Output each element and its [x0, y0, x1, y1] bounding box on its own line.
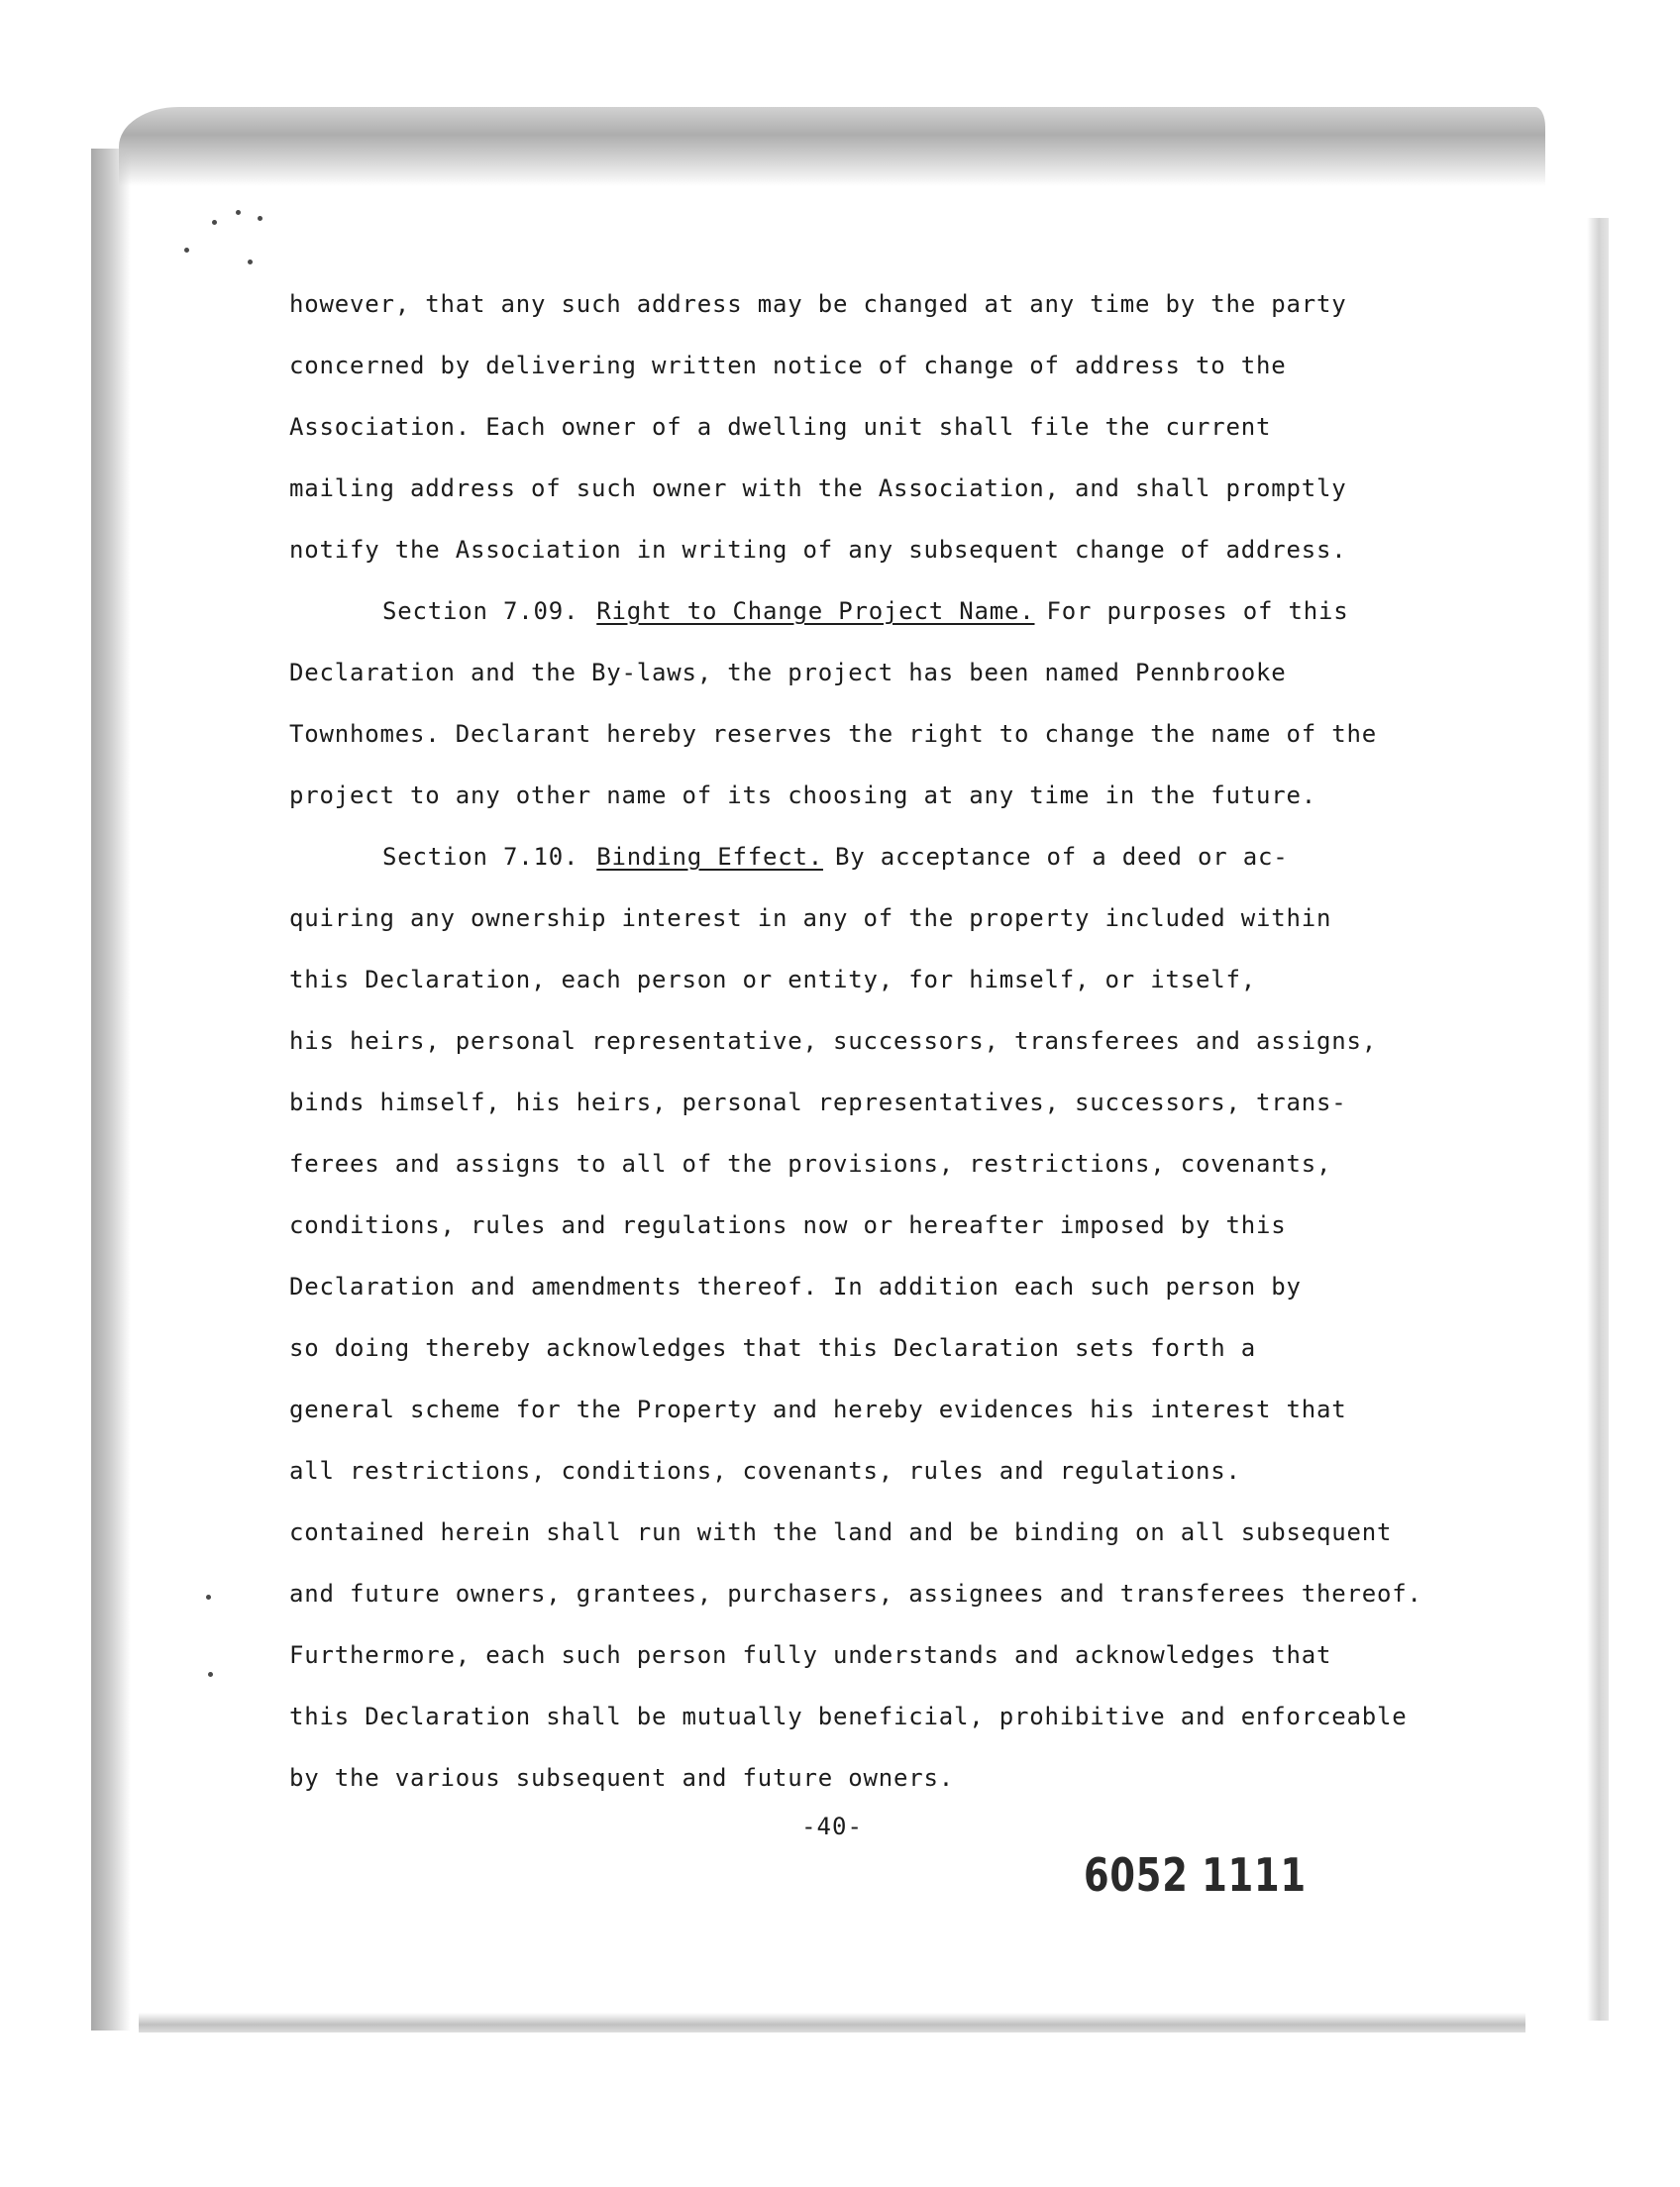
scan-speck: [236, 210, 241, 215]
recording-stamp: 6052 1111: [1084, 1848, 1307, 1902]
page-number: -40-: [801, 1813, 863, 1840]
body-line: and future owners, grantees, purchasers, assignees and transferees thereof.: [289, 1580, 1422, 1608]
body-line: Declaration and amendments thereof. In addition each such person by: [289, 1273, 1302, 1301]
body-line: notify the Association in writing of any subsequent change of address.: [289, 536, 1347, 564]
body-line: however, that any such address may be changed at any time by the party: [289, 290, 1347, 318]
body-line: this Declaration shall be mutually beneficial, prohibitive and enforceable: [289, 1703, 1408, 1730]
body-line: Townhomes. Declarant hereby reserves the right to change the name of the: [289, 720, 1377, 748]
body-line: ferees and assigns to all of the provisions, restrictions, covenants,: [289, 1150, 1332, 1178]
body-line: this Declaration, each person or entity, for himself, or itself,: [289, 966, 1256, 993]
section-7-09-first-line: [289, 580, 1508, 642]
body-line: Declaration and the By-laws, the project has been named Pennbrooke: [289, 659, 1287, 686]
section-7-10-first-line: [289, 826, 1508, 887]
section-lead-text: By acceptance of a deed or ac-: [835, 843, 1289, 871]
body-line: contained herein shall run with the land and be binding on all subsequent: [289, 1518, 1393, 1546]
body-line: his heirs, personal representative, successors, transferees and assigns,: [289, 1027, 1377, 1055]
body-line: conditions, rules and regulations now or hereafter imposed by this: [289, 1211, 1287, 1239]
section-heading: Right to Change Project Name.: [596, 597, 1035, 625]
body-line: by the various subsequent and future owners.: [289, 1764, 954, 1792]
document-body: [289, 273, 1508, 1809]
body-line: general scheme for the Property and hereby evidences his interest that: [289, 1396, 1347, 1423]
scan-speck: [258, 216, 262, 221]
scan-shadow-left: [91, 149, 131, 2031]
body-line: quiring any ownership interest in any of the property included within: [289, 904, 1332, 932]
section-number: Section 7.09.: [382, 597, 579, 625]
scan-speck: [248, 260, 253, 264]
body-line: so doing thereby acknowledges that this Declaration sets forth a: [289, 1334, 1256, 1362]
scan-shadow-bottom: [139, 2013, 1525, 2032]
body-line: project to any other name of its choosing at any time in the future.: [289, 781, 1316, 809]
scan-speck: [208, 1672, 213, 1677]
body-line: binds himself, his heirs, personal representatives, successors, trans-: [289, 1089, 1347, 1116]
scan-shadow-right: [1587, 218, 1609, 2021]
section-number: Section 7.10.: [382, 843, 579, 871]
scan-shadow-top: [119, 107, 1545, 186]
scan-speck: [184, 248, 189, 253]
section-lead-text: For purposes of this: [1046, 597, 1349, 625]
body-line: Association. Each owner of a dwelling unit shall file the current: [289, 413, 1272, 441]
scan-speck: [206, 1595, 211, 1600]
body-line: all restrictions, conditions, covenants, rules and regulations.: [289, 1457, 1241, 1485]
section-heading: Binding Effect.: [596, 843, 823, 871]
body-line: Furthermore, each such person fully understands and acknowledges that: [289, 1641, 1332, 1669]
body-line: concerned by delivering written notice of change of address to the: [289, 352, 1287, 379]
scan-speck: [212, 220, 217, 225]
body-line: mailing address of such owner with the Association, and shall promptly: [289, 474, 1347, 502]
